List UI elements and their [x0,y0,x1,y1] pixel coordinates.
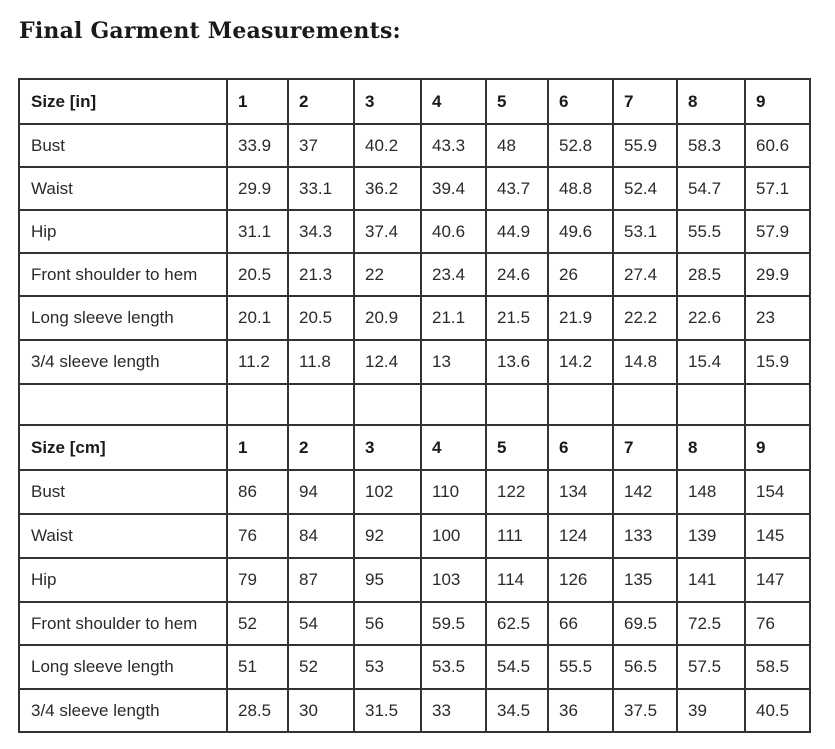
measurement-value: 22 [354,253,421,296]
measurement-value: 57.1 [745,167,810,210]
measurement-value: 53.1 [613,210,677,253]
size-header-cell: 8 [677,425,745,470]
measurement-value: 124 [548,514,613,558]
measurement-value: 55.9 [613,124,677,167]
measurement-value: 110 [421,470,486,514]
measurement-value: 53.5 [421,645,486,689]
size-unit-header: Size [in] [19,79,227,124]
measurement-value: 15.9 [745,340,810,384]
measurement-value: 54.5 [486,645,548,689]
measurement-value: 43.3 [421,124,486,167]
measurement-value: 57.5 [677,645,745,689]
table-header-row [19,425,810,470]
measurement-value: 14.2 [548,340,613,384]
table-row [19,210,810,253]
measurement-value: 52 [288,645,354,689]
measurement-value: 53 [354,645,421,689]
empty-cell [354,384,421,425]
measurement-value: 51 [227,645,288,689]
measurement-value: 126 [548,558,613,602]
measurement-label: Waist [19,514,227,558]
measurement-label: 3/4 sleeve length [19,340,227,384]
measurement-label: Long sleeve length [19,645,227,689]
size-header-cell: 7 [613,79,677,124]
measurement-value: 36 [548,689,613,732]
size-header-cell: 1 [227,79,288,124]
measurement-value: 37.4 [354,210,421,253]
measurement-value: 31.1 [227,210,288,253]
empty-cell [745,384,810,425]
measurement-value: 20.5 [227,253,288,296]
page-title: Final Garment Measurements: [19,18,401,44]
measurement-value: 31.5 [354,689,421,732]
measurement-value: 145 [745,514,810,558]
measurement-value: 48.8 [548,167,613,210]
measurement-value: 102 [354,470,421,514]
measurement-value: 34.3 [288,210,354,253]
measurement-value: 58.5 [745,645,810,689]
measurements-table [18,78,811,733]
measurement-value: 29.9 [745,253,810,296]
measurement-value: 33.1 [288,167,354,210]
measurement-value: 15.4 [677,340,745,384]
measurement-value: 21.1 [421,296,486,340]
measurement-value: 148 [677,470,745,514]
empty-cell [288,384,354,425]
measurement-value: 55.5 [548,645,613,689]
measurement-value: 37 [288,124,354,167]
measurement-value: 37.5 [613,689,677,732]
measurement-value: 94 [288,470,354,514]
measurement-value: 36.2 [354,167,421,210]
measurement-value: 27.4 [613,253,677,296]
measurement-value: 114 [486,558,548,602]
size-header-cell: 1 [227,425,288,470]
measurement-label: Long sleeve length [19,296,227,340]
measurement-value: 34.5 [486,689,548,732]
measurement-value: 13.6 [486,340,548,384]
measurements-table-body [19,79,810,732]
measurement-label: Bust [19,470,227,514]
measurement-value: 147 [745,558,810,602]
measurement-value: 111 [486,514,548,558]
measurement-value: 13 [421,340,486,384]
table-row [19,558,810,602]
measurement-value: 49.6 [548,210,613,253]
measurement-value: 40.2 [354,124,421,167]
measurement-value: 22.2 [613,296,677,340]
table-row [19,124,810,167]
measurement-label: Hip [19,210,227,253]
measurement-value: 141 [677,558,745,602]
measurement-value: 23.4 [421,253,486,296]
empty-cell [227,384,288,425]
measurement-value: 72.5 [677,602,745,645]
measurement-value: 135 [613,558,677,602]
table-row [19,645,810,689]
size-header-cell: 9 [745,425,810,470]
measurement-value: 21.9 [548,296,613,340]
measurement-value: 139 [677,514,745,558]
measurement-value: 48 [486,124,548,167]
measurement-value: 103 [421,558,486,602]
measurement-value: 57.9 [745,210,810,253]
measurement-value: 52.4 [613,167,677,210]
measurement-value: 22.6 [677,296,745,340]
measurement-value: 40.5 [745,689,810,732]
size-header-cell: 5 [486,79,548,124]
size-header-cell: 8 [677,79,745,124]
measurement-value: 56.5 [613,645,677,689]
table-row [19,296,810,340]
measurement-value: 87 [288,558,354,602]
size-header-cell: 2 [288,425,354,470]
measurement-value: 56 [354,602,421,645]
table-row [19,167,810,210]
table-row [19,253,810,296]
measurement-value: 54 [288,602,354,645]
measurement-value: 60.6 [745,124,810,167]
measurement-value: 84 [288,514,354,558]
size-header-cell: 9 [745,79,810,124]
measurement-value: 69.5 [613,602,677,645]
measurement-value: 12.4 [354,340,421,384]
table-row [19,340,810,384]
size-header-cell: 4 [421,79,486,124]
measurement-value: 23 [745,296,810,340]
size-header-cell: 4 [421,425,486,470]
measurement-value: 100 [421,514,486,558]
measurement-value: 142 [613,470,677,514]
measurement-value: 11.2 [227,340,288,384]
size-header-cell: 3 [354,79,421,124]
measurement-value: 86 [227,470,288,514]
measurement-value: 44.9 [486,210,548,253]
measurement-value: 28.5 [227,689,288,732]
measurement-label: Front shoulder to hem [19,253,227,296]
size-header-cell: 5 [486,425,548,470]
size-header-cell: 3 [354,425,421,470]
measurement-value: 58.3 [677,124,745,167]
measurement-value: 24.6 [486,253,548,296]
measurement-value: 76 [227,514,288,558]
measurement-value: 39.4 [421,167,486,210]
table-row [19,602,810,645]
measurement-value: 28.5 [677,253,745,296]
measurement-value: 39 [677,689,745,732]
measurement-value: 26 [548,253,613,296]
empty-cell [421,384,486,425]
measurement-label: Waist [19,167,227,210]
empty-cell [548,384,613,425]
measurement-label: Front shoulder to hem [19,602,227,645]
empty-cell [19,384,227,425]
measurement-value: 52 [227,602,288,645]
measurement-value: 33.9 [227,124,288,167]
size-header-cell: 6 [548,425,613,470]
measurement-value: 95 [354,558,421,602]
measurement-value: 154 [745,470,810,514]
measurement-label: Hip [19,558,227,602]
measurement-value: 62.5 [486,602,548,645]
measurement-value: 20.5 [288,296,354,340]
measurement-value: 21.3 [288,253,354,296]
table-row [19,689,810,732]
measurement-value: 76 [745,602,810,645]
measurement-value: 30 [288,689,354,732]
measurement-value: 52.8 [548,124,613,167]
measurement-value: 11.8 [288,340,354,384]
measurement-value: 43.7 [486,167,548,210]
measurement-value: 79 [227,558,288,602]
measurement-value: 33 [421,689,486,732]
size-header-cell: 2 [288,79,354,124]
table-row [19,514,810,558]
table-row [19,470,810,514]
measurement-value: 122 [486,470,548,514]
measurement-value: 14.8 [613,340,677,384]
measurement-value: 20.1 [227,296,288,340]
table-header-row [19,79,810,124]
measurement-value: 29.9 [227,167,288,210]
measurement-value: 66 [548,602,613,645]
size-header-cell: 6 [548,79,613,124]
measurement-value: 92 [354,514,421,558]
measurement-value: 55.5 [677,210,745,253]
empty-cell [613,384,677,425]
measurement-value: 54.7 [677,167,745,210]
spacer-row [19,384,810,425]
size-header-cell: 7 [613,425,677,470]
size-unit-header: Size [cm] [19,425,227,470]
empty-cell [486,384,548,425]
measurement-label: 3/4 sleeve length [19,689,227,732]
measurement-value: 59.5 [421,602,486,645]
measurement-value: 134 [548,470,613,514]
measurement-value: 21.5 [486,296,548,340]
measurement-label: Bust [19,124,227,167]
measurement-value: 40.6 [421,210,486,253]
empty-cell [677,384,745,425]
measurement-value: 20.9 [354,296,421,340]
measurement-value: 133 [613,514,677,558]
